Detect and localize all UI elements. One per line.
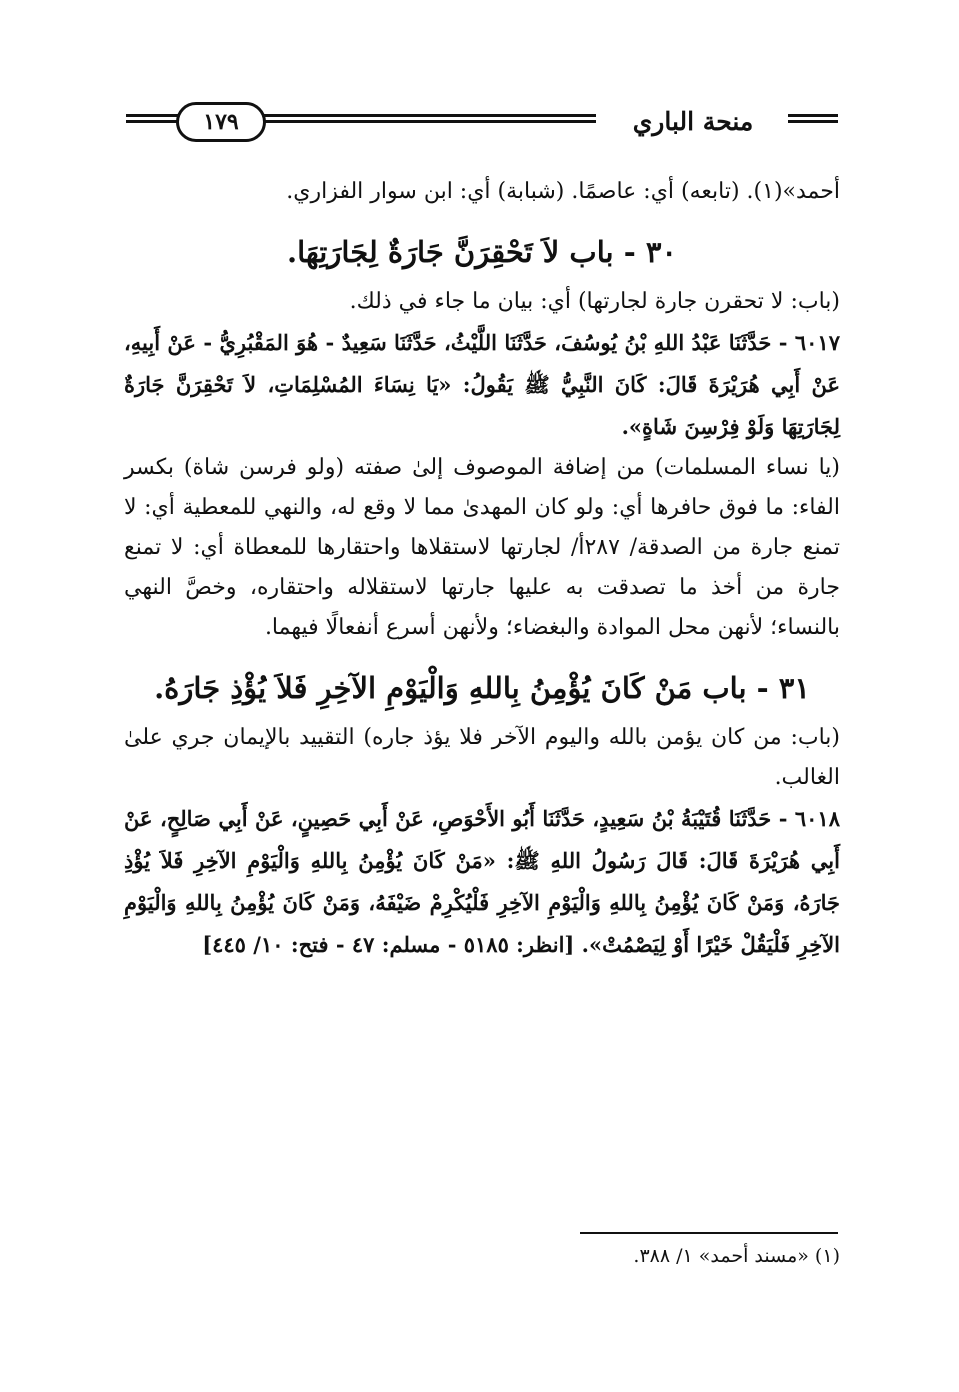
page-body xyxy=(124,172,840,966)
hadith-6017: ٦٠١٧ - حَدَّثَنَا عَبْدُ اللهِ بْنُ يُوسُفَ، حَدَّثَنَا اللَّيْثُ، حَدَّثَنَا سَعِيدٌ - هُوَ المَقْبُرِيُّ - عَنْ أَبِيهِ، عَنْ أَبِي هُرَيْرَةَ قَالَ: كَانَ النَّبِيُّ ﷺ يَقُولُ: «يَا نِسَاءَ المُسْلِمَاتِ، لاَ تَحْقِرَنَّ جَارَةٌ لِجَارَتِهَا وَلَوْ فِرْسِنَ شَاةٍ». xyxy=(124,330,840,439)
paragraph-commentary-1: (باب: لا تحقرن جارة لجارتها) أي: بيان ما جاء في ذلك. xyxy=(349,289,840,314)
page-number: ١٧٩ xyxy=(176,102,266,142)
paragraph-commentary-3: (باب: من كان يؤمن بالله واليوم الآخر فلا يؤذ جاره) التقييد بالإيمان جري علىٰ الغالب. xyxy=(124,725,840,790)
book-title: منحة الباري xyxy=(632,107,754,136)
footnote: (١) «مسند أحمد» ١/ ٣٨٨. xyxy=(633,1245,840,1267)
footnote-separator xyxy=(580,1232,838,1234)
page-header xyxy=(126,98,838,146)
chapter-heading-30: ٣٠ - باب لاَ تَحْقِرَنَّ جَارَةٌ لِجَارَتِهَا. xyxy=(286,235,677,269)
hadith-6018: ٦٠١٨ - حَدَّثَنَا قُتَيْبَةُ بْنُ سَعِيدٍ، حَدَّثَنَا أَبُو الأَحْوَصِ، عَنْ أَبِي حَصِينٍ، عَنْ أَبِي صَالِحٍ، عَنْ أَبِي هُرَيْرَةَ قَالَ: قَالَ رَسُولُ اللهِ ﷺ: «مَنْ كَانَ يُؤْمِنُ بِاللهِ وَالْيَوْمِ الآخِرِ فَلاَ يُؤْذِ جَارَهُ، وَمَنْ كَانَ يُؤْمِنُ بِاللهِ وَالْيَوْمِ الآخِرِ فَلْيُكْرِمْ ضَيْفَهُ، وَمَنْ كَانَ يُؤْمِنُ بِاللهِ وَالْيَوْمِ الآخِرِ فَلْيَقُلْ خَيْرًا أَوْ لِيَصْمُتْ». [انظر: ٥١٨٥ - مسلم: ٤٧ - فتح: ١٠/ ٤٤٥] xyxy=(124,806,840,957)
header-rule-right xyxy=(788,114,838,128)
paragraph-continuation: أحمد»(١). (تابعه) أي: عاصمًا. (شبابة) أي: ابن سوار الفزاري. xyxy=(286,179,840,204)
chapter-heading-31: ٣١ - باب مَنْ كَانَ يُؤْمِنُ بِاللهِ وَالْيَوْمِ الآخِرِ فَلاَ يُؤْذِ جَارَهُ. xyxy=(154,671,810,705)
paragraph-commentary-2: (يا نساء المسلمات) من إضافة الموصوف إلىٰ صفته (ولو فرسن شاة) بكسر الفاء: ما فوق حافرها أي: ولو كان المهدىٰ مما لا وقع له، والنهي للمعطية أي: لا تمنع جارة من الصدقة/ ٢٨٧أ/ لجارتها لاستقلاها واحتقارها للمعطاة أي: لا تمنع جارة من أخذ ما تصدقت به عليها جارتها لاستقلاله واحتقاره، وخصَّ النهي بالنساء؛ لأنهن محل الموادة والبغضاء؛ ولأنهن أسرع أنفعالًا فيهما. xyxy=(124,455,840,640)
